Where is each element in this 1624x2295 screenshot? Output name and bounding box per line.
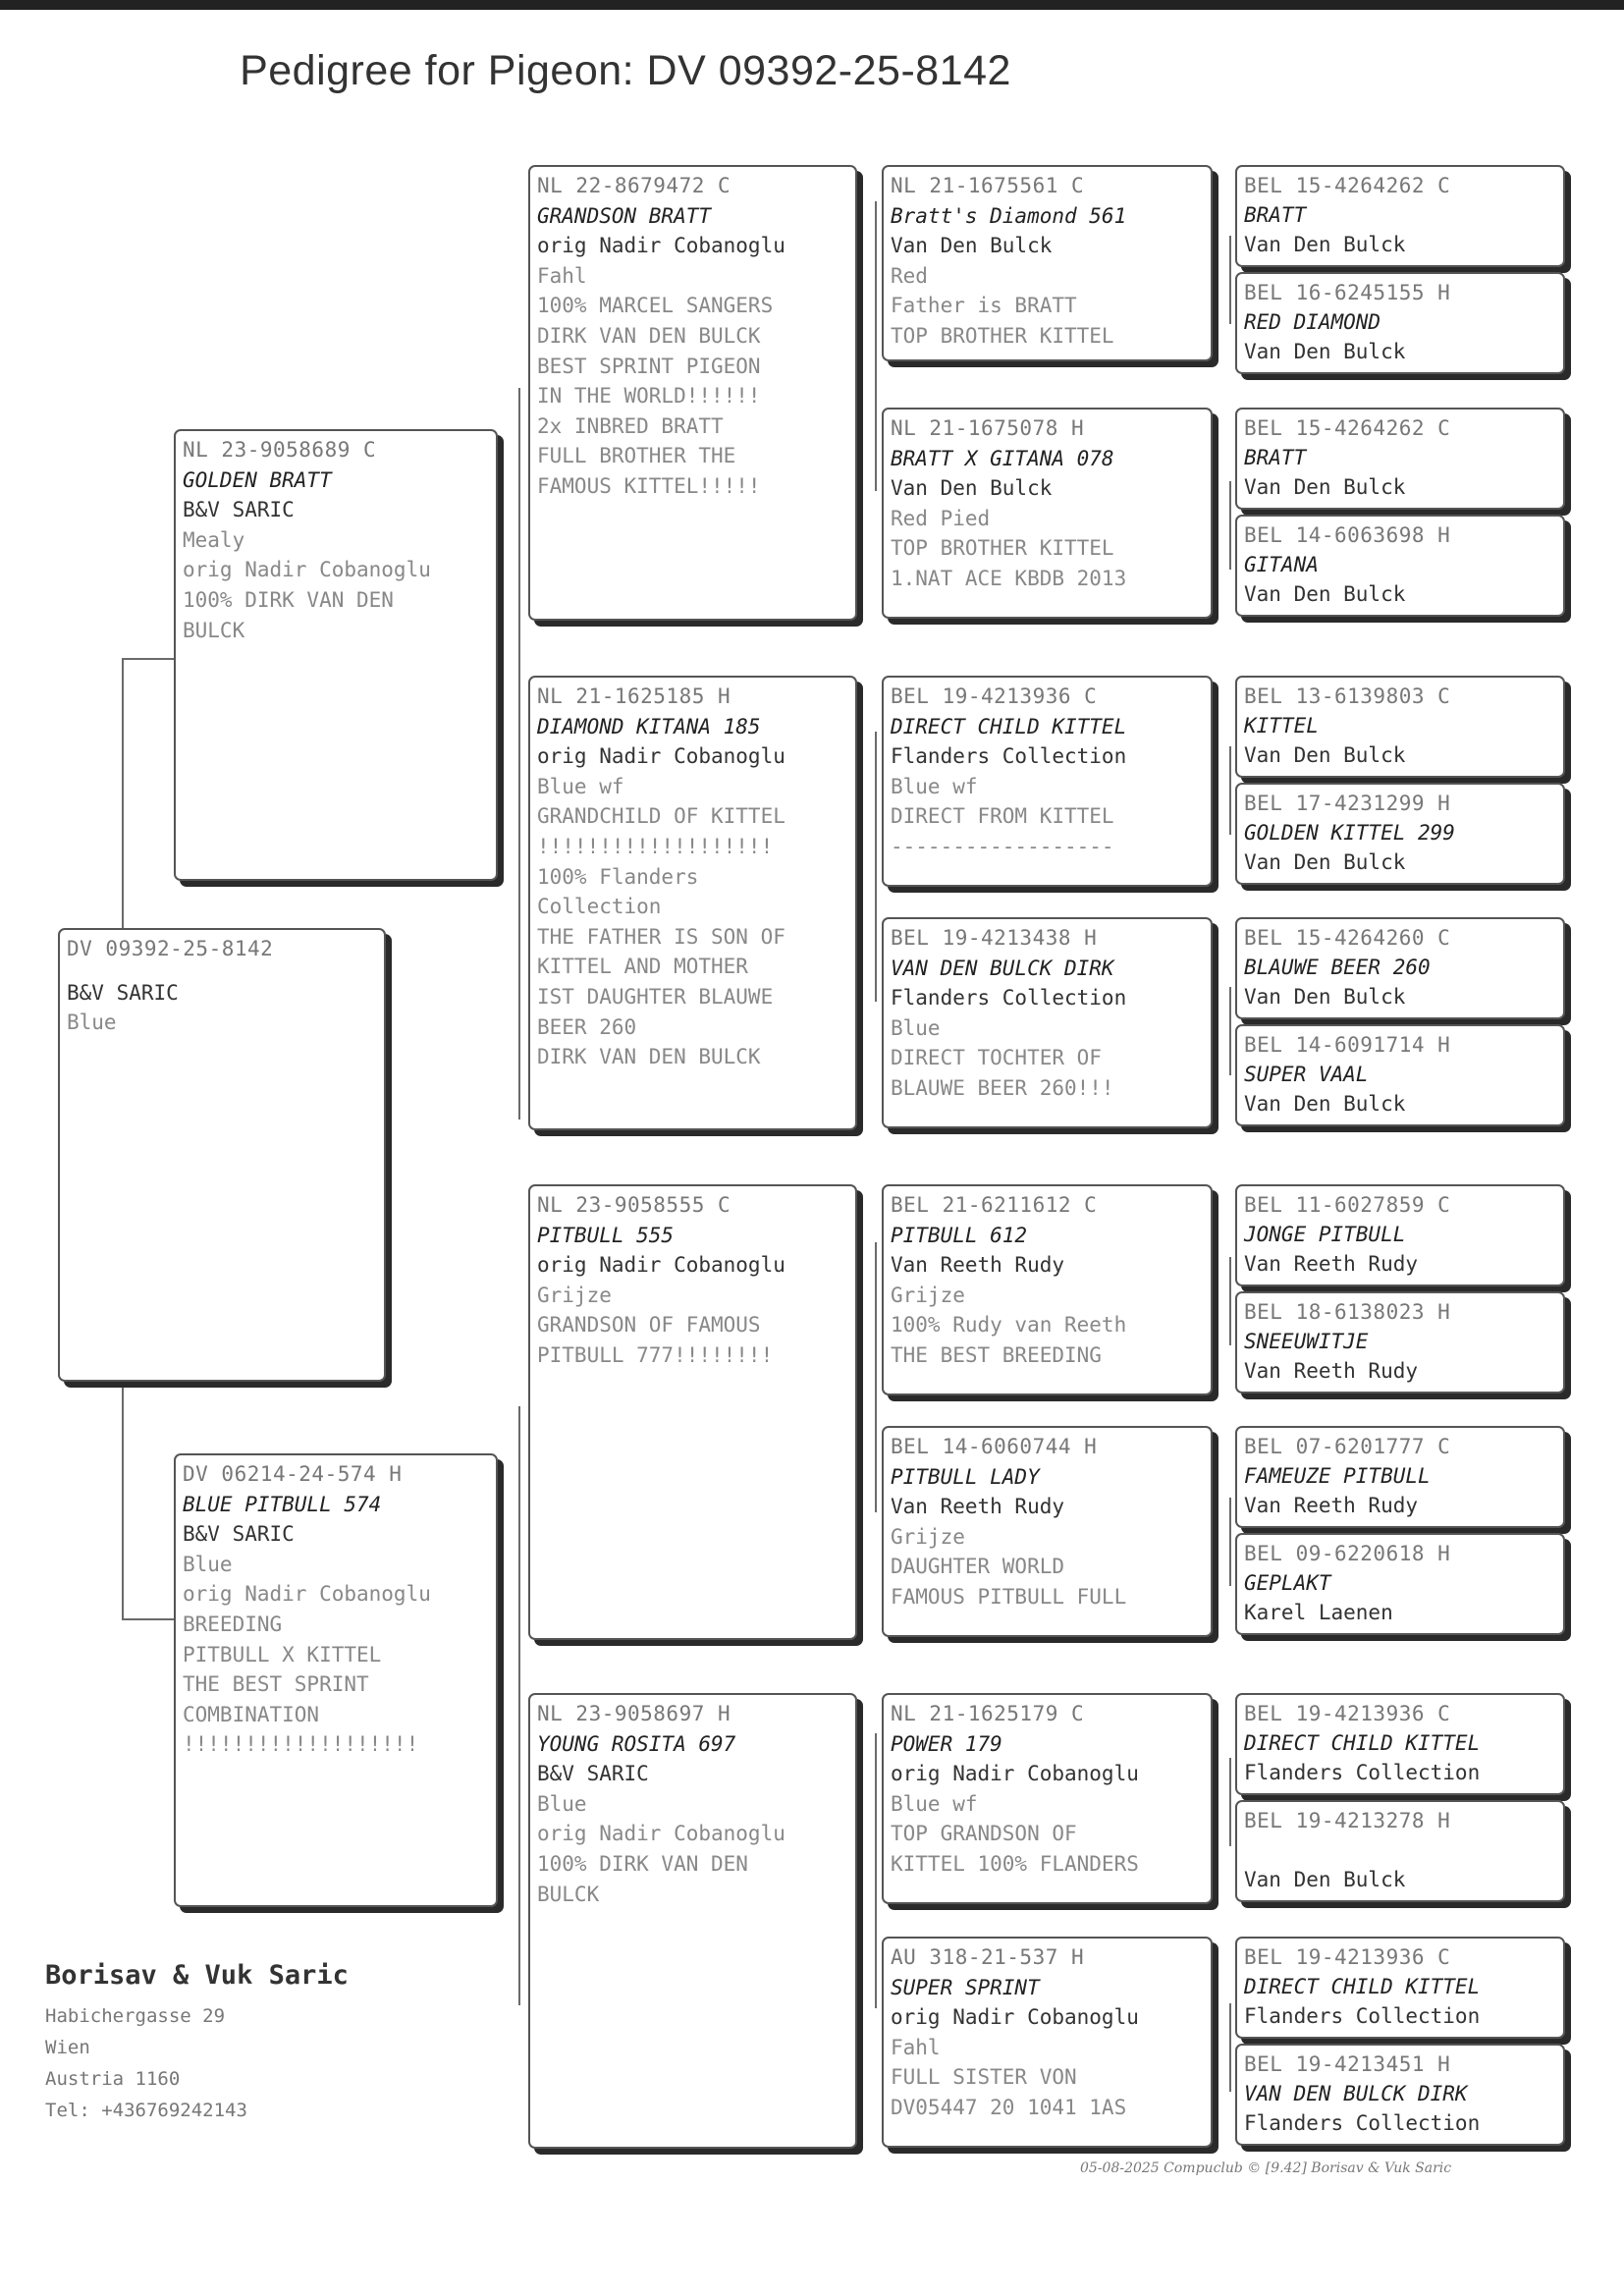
owner-line: Van Den Bulck — [1244, 985, 1406, 1009]
ring-number: BEL 17-4231299 H — [1244, 792, 1451, 815]
info-line: KITTEL 100% FLANDERS — [891, 1851, 1139, 1876]
ring-number: BEL 19-4213438 H — [891, 926, 1098, 950]
ring-number: NL 23-9058555 C — [537, 1193, 731, 1217]
info-line: Blue — [183, 1552, 233, 1576]
grandsire-paternal-card[interactable] — [528, 165, 857, 621]
ring-number: BEL 11-6027859 C — [1244, 1193, 1451, 1217]
gen3-card[interactable] — [882, 165, 1213, 361]
gen4-card[interactable] — [1235, 515, 1565, 617]
gen4-card[interactable] — [1235, 1800, 1565, 1902]
ring-number: BEL 21-6211612 C — [891, 1193, 1098, 1217]
pigeon-name: YOUNG ROSITA 697 — [537, 1731, 736, 1756]
ring-number: BEL 14-6091714 H — [1244, 1033, 1451, 1057]
info-line: 100% Rudy van Reeth — [891, 1313, 1127, 1338]
info-line: DIRK VAN DEN BULCK — [537, 323, 761, 348]
info-line: orig Nadir Cobanoglu — [891, 1762, 1139, 1786]
owner-line: Van Den Bulck — [1244, 1868, 1406, 1891]
owner-line: Van Den Bulck — [1244, 850, 1406, 874]
info-line: 100% Flanders — [537, 864, 699, 889]
info-line: DAUGHTER WORLD — [891, 1555, 1065, 1579]
info-line: Van Reeth Rudy — [891, 1253, 1065, 1278]
info-line: B&V SARIC — [183, 1522, 295, 1547]
ring-number: BEL 15-4264262 C — [1244, 416, 1451, 440]
pigeon-name: JONGE PITBULL — [1244, 1223, 1406, 1246]
info-line: GRANDCHILD OF KITTEL — [537, 804, 785, 829]
info-line: Grijze — [891, 1283, 965, 1307]
gen4-card[interactable] — [1235, 1426, 1565, 1528]
info-line: Van Den Bulck — [891, 234, 1053, 258]
ring-number: NL 22-8679472 C — [537, 174, 731, 197]
connector-line — [875, 1242, 877, 1512]
ring-number: BEL 19-4213278 H — [1244, 1809, 1451, 1832]
owner-line: Flanders Collection — [1244, 2111, 1481, 2135]
owner-line: Van Den Bulck — [1244, 582, 1406, 606]
ring-number: NL 21-1625185 H — [537, 684, 731, 708]
ring-number: BEL 16-6245155 H — [1244, 281, 1451, 304]
gen3-card[interactable] — [882, 917, 1213, 1128]
info-line: TOP BROTHER KITTEL — [891, 323, 1114, 348]
info-line: Red Pied — [891, 506, 991, 530]
info-line: FULL SISTER VON — [891, 2065, 1077, 2090]
info-line: THE FATHER IS SON OF — [537, 924, 785, 949]
ring-number: AU 318-21-537 H — [891, 1945, 1085, 1969]
info-line: DIRECT FROM KITTEL — [891, 804, 1114, 829]
gen3-card[interactable] — [882, 676, 1213, 887]
info-line: Van Reeth Rudy — [891, 1495, 1065, 1519]
ring-number: BEL 15-4264262 C — [1244, 174, 1451, 197]
ring-number: NL 21-1675078 H — [891, 416, 1085, 440]
ring-number: DV 09392-25-8142 — [67, 937, 274, 960]
info-line: Fahl — [537, 263, 587, 288]
owner-line: Van Den Bulck — [1244, 743, 1406, 767]
connector-line — [518, 1406, 520, 2005]
gen3-card[interactable] — [882, 1693, 1213, 1904]
info-line: Blue wf — [537, 774, 624, 798]
page-title: Pedigree for Pigeon: DV 09392-25-8142 — [240, 47, 1011, 94]
info-line: BULCK — [183, 618, 245, 642]
info-line: FAMOUS KITTEL!!!!! — [537, 473, 761, 498]
address-street: Habichergasse 29 — [45, 2005, 226, 2027]
connector-line — [1229, 2003, 1231, 2092]
info-line: !!!!!!!!!!!!!!!!!!! — [183, 1732, 419, 1757]
pigeon-name — [1244, 1835, 1556, 1865]
pigeon-name: VAN DEN BULCK DIRK — [891, 956, 1114, 980]
pigeon-name: GITANA — [1244, 553, 1319, 576]
connector-line — [1229, 987, 1231, 1075]
connector-line — [122, 1618, 175, 1620]
gen4-card[interactable] — [1235, 165, 1565, 267]
ring-number: BEL 19-4213936 C — [1244, 1945, 1451, 1969]
info-line: Grijze — [891, 1524, 965, 1549]
connector-line — [1229, 481, 1231, 570]
ring-number: BEL 14-6060744 H — [891, 1435, 1098, 1458]
owner-line: Van Reeth Rudy — [1244, 1252, 1419, 1276]
connector-line — [1229, 1758, 1231, 1846]
ring-number: DV 06214-24-574 H — [183, 1462, 403, 1486]
pigeon-name: SUPER SPRINT — [891, 1975, 1040, 1999]
info-line: orig Nadir Cobanoglu — [183, 1582, 431, 1607]
info-line: Flanders Collection — [891, 744, 1127, 769]
gen4-card[interactable] — [1235, 783, 1565, 885]
pigeon-name: FAMEUZE PITBULL — [1244, 1464, 1431, 1488]
info-line: GRANDSON OF FAMOUS — [537, 1313, 761, 1338]
info-line: IST DAUGHTER BLAUWE — [537, 984, 774, 1009]
owner-line: Van Den Bulck — [1244, 340, 1406, 363]
gen4-card[interactable] — [1235, 272, 1565, 374]
ring-number: NL 21-1675561 C — [891, 174, 1085, 197]
gen3-card[interactable] — [882, 1937, 1213, 2148]
connector-line — [518, 388, 520, 1120]
info-line: DV05447 20 1041 1AS — [891, 2095, 1127, 2119]
pigeon-name: PITBULL LADY — [891, 1464, 1040, 1489]
ring-number: NL 23-9058697 H — [537, 1702, 731, 1725]
info-line: Father is BRATT — [891, 294, 1077, 318]
info-line: TOP GRANDSON OF — [891, 1822, 1077, 1846]
connector-line — [1229, 236, 1231, 324]
info-line: Blue wf — [891, 1791, 978, 1816]
info-line: Fahl — [891, 2035, 941, 2059]
ring-number: BEL 09-6220618 H — [1244, 1542, 1451, 1565]
info-line: DIRK VAN DEN BULCK — [537, 1045, 761, 1069]
connector-line — [1229, 1257, 1231, 1345]
ring-number: NL 23-9058689 C — [183, 438, 377, 462]
breeder-line: B&V SARIC — [67, 980, 179, 1005]
grandsire-maternal-card[interactable] — [528, 1184, 857, 1640]
info-line: Collection — [537, 895, 662, 919]
pigeon-name: BRATT X GITANA 078 — [891, 446, 1114, 470]
info-line: orig Nadir Cobanoglu — [183, 558, 431, 582]
gen3-card[interactable] — [882, 1184, 1213, 1395]
info-line: Mealy — [183, 527, 245, 552]
dam-card[interactable] — [174, 1453, 498, 1907]
pigeon-name: DIRECT CHILD KITTEL — [1244, 1731, 1481, 1755]
gen4-card[interactable] — [1235, 1184, 1565, 1286]
ring-number: BEL 18-6138023 H — [1244, 1300, 1451, 1324]
info-line: BREEDING — [183, 1612, 283, 1636]
sire-card[interactable] — [174, 429, 498, 881]
address-city: Wien — [45, 2037, 90, 2058]
ring-number: NL 21-1625179 C — [891, 1702, 1085, 1725]
info-line: Van Den Bulck — [891, 476, 1053, 501]
pigeon-name: BLAUWE BEER 260 — [1244, 956, 1431, 979]
gen4-card[interactable] — [1235, 408, 1565, 510]
info-line: !!!!!!!!!!!!!!!!!!! — [537, 834, 774, 858]
gen3-card[interactable] — [882, 1426, 1213, 1637]
info-line: B&V SARIC — [183, 498, 295, 522]
connector-line — [1229, 746, 1231, 835]
pigeon-name: BLUE PITBULL 574 — [183, 1492, 382, 1516]
info-line: Blue wf — [891, 774, 978, 798]
pigeon-name: KITTEL — [1244, 714, 1319, 738]
print-footer: 05-08-2025 Compuclub © [9.42] Borisav & Vuk Saric — [1080, 2160, 1452, 2176]
info-line: PITBULL X KITTEL — [183, 1642, 382, 1667]
info-line: THE BEST SPRINT — [183, 1672, 369, 1697]
info-line: FULL BROTHER THE — [537, 444, 736, 468]
ring-number: BEL 07-6201777 C — [1244, 1435, 1451, 1458]
owner-line: Van Den Bulck — [1244, 233, 1406, 256]
info-line: BULCK — [537, 1882, 600, 1906]
connector-line — [875, 1733, 877, 2008]
info-line: COMBINATION — [183, 1702, 320, 1726]
breeder-address — [45, 1960, 349, 2126]
pigeon-name: VAN DEN BULCK DIRK — [1244, 2082, 1468, 2105]
info-line: orig Nadir Cobanoglu — [891, 2005, 1139, 2030]
gen4-card[interactable] — [1235, 917, 1565, 1019]
top-border — [0, 0, 1624, 10]
info-line: PITBULL 777!!!!!!!! — [537, 1342, 774, 1367]
info-line: Flanders Collection — [891, 986, 1127, 1011]
pigeon-name: SUPER VAAL — [1244, 1063, 1369, 1086]
info-line: orig Nadir Cobanoglu — [537, 234, 785, 258]
ring-number: BEL 13-6139803 C — [1244, 684, 1451, 708]
owner-line: Van Reeth Rudy — [1244, 1494, 1419, 1517]
breeder-name: Borisav & Vuk Saric — [45, 1960, 349, 1991]
info-line: orig Nadir Cobanoglu — [537, 1253, 785, 1278]
gen3-card[interactable] — [882, 408, 1213, 619]
gen4-card[interactable] — [1235, 1533, 1565, 1635]
info-line: Blue — [537, 1791, 587, 1816]
ring-number: BEL 15-4264260 C — [1244, 926, 1451, 950]
owner-line: Karel Laenen — [1244, 1601, 1393, 1624]
info-line: orig Nadir Cobanoglu — [537, 744, 785, 769]
pigeon-name: DIAMOND KITANA 185 — [537, 714, 761, 738]
info-line: KITTEL AND MOTHER — [537, 955, 748, 979]
info-line: B&V SARIC — [537, 1762, 649, 1786]
info-line: BEST SPRINT PIGEON — [537, 354, 761, 378]
ring-number: BEL 19-4213451 H — [1244, 2052, 1451, 2076]
pigeon-name: SNEEUWITJE — [1244, 1330, 1369, 1353]
pigeon-name: GEPLAKT — [1244, 1571, 1331, 1595]
gen4-card[interactable] — [1235, 1024, 1565, 1126]
pigeon-name: GOLDEN BRATT — [183, 467, 332, 492]
subject-pigeon-card[interactable] — [58, 928, 386, 1382]
info-line: Red — [891, 263, 928, 288]
gen4-card[interactable] — [1235, 676, 1565, 778]
pigeon-name: DIRECT CHILD KITTEL — [891, 714, 1127, 738]
info-line: Grijze — [537, 1283, 612, 1307]
info-line: 1.NAT ACE KBDB 2013 — [891, 566, 1127, 590]
info-line: THE BEST BREEDING — [891, 1342, 1102, 1367]
connector-line — [875, 732, 877, 1002]
owner-line: Flanders Collection — [1244, 1761, 1481, 1784]
pigeon-name: BRATT — [1244, 446, 1307, 469]
pigeon-name: PITBULL 555 — [537, 1223, 675, 1247]
info-line: 100% MARCEL SANGERS — [537, 294, 774, 318]
info-line: DIRECT TOCHTER OF — [891, 1046, 1102, 1070]
gen4-card[interactable] — [1235, 1693, 1565, 1795]
ring-number: BEL 14-6063698 H — [1244, 523, 1451, 547]
info-line: 2x INBRED BRATT — [537, 413, 724, 438]
pigeon-name: RED DIAMOND — [1244, 310, 1381, 334]
info-line: ------------------ — [891, 834, 1114, 858]
color-line: Blue — [67, 1011, 117, 1035]
pigeon-name: DIRECT CHILD KITTEL — [1244, 1975, 1481, 1998]
pigeon-name: PITBULL 612 — [891, 1223, 1028, 1247]
granddam-maternal-card[interactable] — [528, 1693, 857, 2149]
info-line: IN THE WORLD!!!!!! — [537, 384, 761, 409]
owner-line: Van Reeth Rudy — [1244, 1359, 1419, 1383]
info-line: FAMOUS PITBULL FULL — [891, 1584, 1127, 1609]
connector-line — [122, 658, 175, 660]
owner-line: Van Den Bulck — [1244, 1092, 1406, 1116]
info-line: BLAUWE BEER 260!!! — [891, 1075, 1114, 1100]
owner-line: Van Den Bulck — [1244, 475, 1406, 499]
ring-number: BEL 19-4213936 C — [1244, 1702, 1451, 1725]
owner-line: Flanders Collection — [1244, 2004, 1481, 2028]
info-line: 100% DIRK VAN DEN — [183, 587, 394, 612]
pigeon-name: GRANDSON BRATT — [537, 203, 712, 228]
pigeon-name: Bratt's Diamond 561 — [891, 203, 1127, 228]
pigeon-name: BRATT — [1244, 203, 1307, 227]
connector-line — [875, 201, 877, 491]
address-phone: Tel: +436769242143 — [45, 2100, 247, 2121]
connector-line — [1229, 1498, 1231, 1586]
ring-number: BEL 19-4213936 C — [891, 684, 1098, 708]
info-line: TOP BROTHER KITTEL — [891, 536, 1114, 561]
info-line: 100% DIRK VAN DEN — [537, 1851, 748, 1876]
address-country: Austria 1160 — [45, 2068, 181, 2090]
gen4-card[interactable] — [1235, 1937, 1565, 2039]
pigeon-name: POWER 179 — [891, 1731, 1002, 1756]
gen4-card[interactable] — [1235, 1291, 1565, 1393]
granddam-paternal-card[interactable] — [528, 676, 857, 1130]
info-line: Blue — [891, 1015, 941, 1040]
info-line: orig Nadir Cobanoglu — [537, 1822, 785, 1846]
gen4-card[interactable] — [1235, 2044, 1565, 2146]
pigeon-name: GOLDEN KITTEL 299 — [1244, 821, 1455, 845]
info-line: BEER 260 — [537, 1014, 637, 1039]
